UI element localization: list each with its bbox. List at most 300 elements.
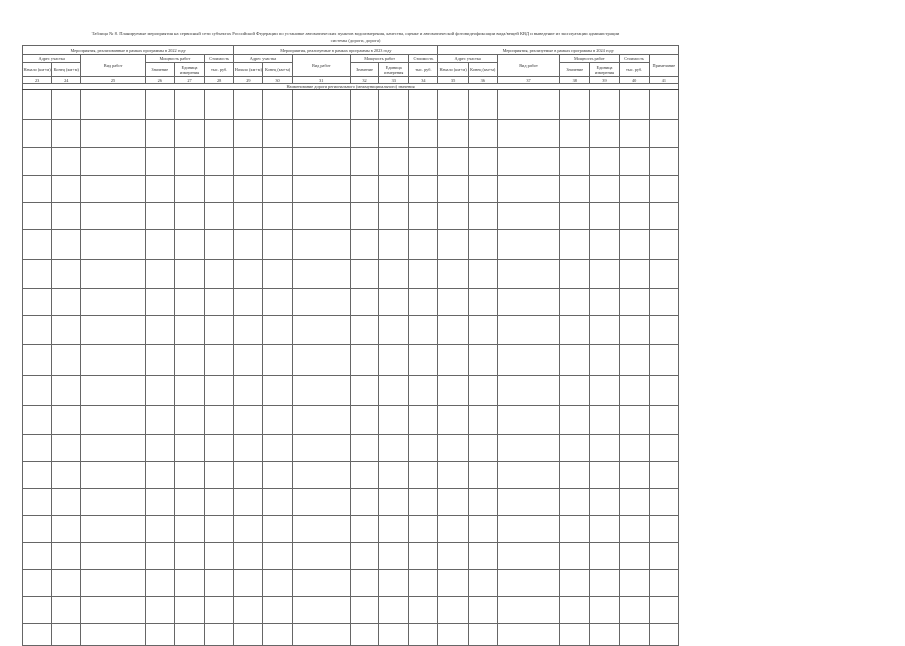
table-cell — [145, 489, 174, 516]
table-cell — [205, 489, 234, 516]
table-cell — [649, 203, 678, 230]
start-2024: Начало (км+м) — [438, 63, 468, 77]
table-cell — [174, 289, 204, 316]
cost-2023: Стоимость — [409, 55, 438, 63]
table-cell — [174, 120, 204, 148]
table-row — [23, 203, 679, 230]
end-2024: Конец (км+м) — [468, 63, 497, 77]
table-cell — [438, 176, 468, 203]
table-cell — [649, 316, 678, 345]
table-cell — [590, 516, 619, 543]
table-cell — [379, 570, 409, 597]
table-cell — [205, 260, 234, 289]
table-cell — [292, 462, 350, 489]
table-cell — [23, 406, 52, 435]
table-cell — [292, 597, 350, 624]
unit-2024: Единица измерения — [590, 63, 619, 77]
table-cell — [409, 597, 438, 624]
table-cell — [468, 570, 497, 597]
table-cell — [81, 316, 145, 345]
table-cell — [292, 260, 350, 289]
table-cell — [81, 260, 145, 289]
table-cell — [81, 203, 145, 230]
table-cell — [263, 462, 292, 489]
col-number: 40 — [619, 77, 649, 84]
table-cell — [590, 203, 619, 230]
table-cell — [205, 316, 234, 345]
table-cell — [379, 462, 409, 489]
col-number: 27 — [174, 77, 204, 84]
table-cell — [468, 120, 497, 148]
table-cell — [497, 289, 559, 316]
table-cell — [619, 260, 649, 289]
table-cell — [145, 260, 174, 289]
table-cell — [263, 289, 292, 316]
table-cell — [649, 462, 678, 489]
table-cell — [649, 489, 678, 516]
table-cell — [590, 120, 619, 148]
table-cell — [590, 489, 619, 516]
table-cell — [379, 316, 409, 345]
table-cell — [81, 230, 145, 260]
table-cell — [234, 316, 263, 345]
table-cell — [409, 543, 438, 570]
table-cell — [497, 120, 559, 148]
table-cell — [145, 148, 174, 176]
table-cell — [292, 148, 350, 176]
table-cell — [649, 230, 678, 260]
table-cell — [379, 376, 409, 406]
col-number: 25 — [81, 77, 145, 84]
table-cell — [145, 516, 174, 543]
table-cell — [438, 316, 468, 345]
table-cell — [23, 203, 52, 230]
table-cell — [174, 435, 204, 462]
table-cell — [590, 406, 619, 435]
table-cell — [560, 90, 590, 120]
table-cell — [497, 570, 559, 597]
table-cell — [292, 570, 350, 597]
table-cell — [497, 462, 559, 489]
col-number: 30 — [263, 77, 292, 84]
table-cell — [81, 624, 145, 646]
table-cell — [409, 148, 438, 176]
table-cell — [619, 624, 649, 646]
table-cell — [497, 376, 559, 406]
table-cell — [52, 148, 81, 176]
table-cell — [145, 345, 174, 376]
table-cell — [438, 260, 468, 289]
table-cell — [619, 148, 649, 176]
table-cell — [619, 316, 649, 345]
table-cell — [205, 597, 234, 624]
table-cell — [205, 406, 234, 435]
table-cell — [560, 570, 590, 597]
table-cell — [52, 176, 81, 203]
table-cell — [350, 120, 378, 148]
table-cell — [205, 516, 234, 543]
table-cell — [619, 90, 649, 120]
table-row — [23, 316, 679, 345]
table-cell — [350, 435, 378, 462]
col-number: 23 — [23, 77, 52, 84]
table-cell — [81, 462, 145, 489]
table-cell — [409, 90, 438, 120]
table-cell — [23, 435, 52, 462]
table-cell — [468, 462, 497, 489]
table-cell — [619, 203, 649, 230]
table-cell — [409, 516, 438, 543]
planned-measures-table — [22, 45, 679, 646]
table-cell — [81, 120, 145, 148]
group-2022: Мероприятия, реализованные в рамках программы в 2022 году — [23, 46, 234, 55]
table-cell — [174, 570, 204, 597]
table-cell — [560, 376, 590, 406]
col-number: 35 — [438, 77, 468, 84]
table-cell — [468, 289, 497, 316]
table-cell — [52, 203, 81, 230]
table-cell — [234, 376, 263, 406]
table-cell — [560, 176, 590, 203]
table-cell — [619, 376, 649, 406]
table-cell — [263, 516, 292, 543]
col-number: 38 — [560, 77, 590, 84]
table-cell — [81, 406, 145, 435]
table-cell — [81, 376, 145, 406]
table-cell — [81, 148, 145, 176]
table-cell — [263, 90, 292, 120]
table-cell — [292, 203, 350, 230]
table-cell — [292, 489, 350, 516]
table-cell — [409, 203, 438, 230]
work-type-2024: Вид работ — [497, 55, 559, 77]
caption-line-2: системы (дороги, дорога) — [330, 38, 381, 43]
table-cell — [560, 289, 590, 316]
rub-2023: тыс. руб. — [409, 63, 438, 77]
table-cell — [468, 516, 497, 543]
table-cell — [292, 543, 350, 570]
table-cell — [205, 624, 234, 646]
table-cell — [23, 597, 52, 624]
table-cell — [497, 489, 559, 516]
table-cell — [145, 406, 174, 435]
table-cell — [497, 345, 559, 376]
table-cell — [590, 316, 619, 345]
table-cell — [52, 624, 81, 646]
work-type-2023: Вид работ — [292, 55, 350, 77]
table-row — [23, 120, 679, 148]
table-cell — [497, 316, 559, 345]
table-cell — [497, 516, 559, 543]
note-column: Примечание — [649, 55, 678, 77]
table-cell — [234, 570, 263, 597]
table-cell — [560, 597, 590, 624]
table-cell — [174, 462, 204, 489]
table-cell — [145, 570, 174, 597]
table-row — [23, 148, 679, 176]
table-cell — [590, 543, 619, 570]
table-cell — [145, 90, 174, 120]
end-2022: Конец (км+м) — [52, 63, 81, 77]
table-cell — [409, 624, 438, 646]
table-cell — [81, 597, 145, 624]
table-cell — [23, 260, 52, 289]
table-cell — [174, 376, 204, 406]
table-cell — [560, 345, 590, 376]
table-cell — [234, 489, 263, 516]
table-cell — [350, 489, 378, 516]
table-cell — [409, 406, 438, 435]
table-cell — [174, 176, 204, 203]
table-cell — [560, 120, 590, 148]
section-title: Наименование дороги регионального (межмуниципального) значения — [23, 84, 679, 90]
col-number: 33 — [379, 77, 409, 84]
table-cell — [497, 597, 559, 624]
table-cell — [350, 316, 378, 345]
table-cell — [649, 543, 678, 570]
table-cell — [145, 203, 174, 230]
table-cell — [649, 597, 678, 624]
table-cell — [409, 260, 438, 289]
table-cell — [350, 345, 378, 376]
table-cell — [560, 230, 590, 260]
table-cell — [379, 148, 409, 176]
table-cell — [379, 597, 409, 624]
table-cell — [174, 543, 204, 570]
table-cell — [81, 489, 145, 516]
table-cell — [205, 148, 234, 176]
table-cell — [438, 516, 468, 543]
table-cell — [438, 543, 468, 570]
table-cell — [590, 90, 619, 120]
caption-line-1: Таблица № 8. Планируемые мероприятия на сервисный сети субъектах Российской Федерации по установке автоматических пунктов водоизмерения, качества, оценке и автоматической фотовидеофиксации вида/вещей КВД и выведение из эксплуатации администрации — [91, 31, 620, 36]
table-cell — [649, 176, 678, 203]
table-cell — [619, 176, 649, 203]
table-cell — [379, 230, 409, 260]
table-cell — [81, 516, 145, 543]
table-cell — [52, 120, 81, 148]
table-cell — [649, 570, 678, 597]
table-cell — [234, 230, 263, 260]
table-cell — [409, 570, 438, 597]
table-body — [23, 90, 679, 646]
table-cell — [234, 516, 263, 543]
table-cell — [52, 435, 81, 462]
table-cell — [52, 489, 81, 516]
table-cell — [174, 316, 204, 345]
table-cell — [234, 624, 263, 646]
table-cell — [52, 516, 81, 543]
table-cell — [234, 148, 263, 176]
table-cell — [23, 230, 52, 260]
table-cell — [263, 543, 292, 570]
col-number: 34 — [409, 77, 438, 84]
table-cell — [145, 289, 174, 316]
value-2022: Значение — [145, 63, 174, 77]
table-cell — [409, 345, 438, 376]
table-row — [23, 570, 679, 597]
table-cell — [52, 570, 81, 597]
table-cell — [497, 230, 559, 260]
table-row — [23, 597, 679, 624]
table-cell — [350, 462, 378, 489]
table-cell — [205, 376, 234, 406]
table-cell — [23, 90, 52, 120]
table-cell — [560, 462, 590, 489]
table-cell — [263, 597, 292, 624]
col-number: 29 — [234, 77, 263, 84]
capacity-2022: Мощность работ — [145, 55, 204, 63]
value-2023: Значение — [350, 63, 378, 77]
table-cell — [23, 289, 52, 316]
table-cell — [409, 435, 438, 462]
table-cell — [468, 203, 497, 230]
table-cell — [23, 462, 52, 489]
table-cell — [468, 435, 497, 462]
table-cell — [52, 406, 81, 435]
table-cell — [263, 345, 292, 376]
table-cell — [560, 260, 590, 289]
table-cell — [468, 316, 497, 345]
table-cell — [350, 543, 378, 570]
table-cell — [350, 230, 378, 260]
table-cell — [23, 624, 52, 646]
table-cell — [234, 260, 263, 289]
table-cell — [292, 345, 350, 376]
table-cell — [52, 230, 81, 260]
table-cell — [350, 406, 378, 435]
table-cell — [560, 543, 590, 570]
table-cell — [350, 176, 378, 203]
table-cell — [350, 148, 378, 176]
table-cell — [590, 289, 619, 316]
table-cell — [468, 176, 497, 203]
table-cell — [649, 406, 678, 435]
table-cell — [468, 230, 497, 260]
table-cell — [234, 176, 263, 203]
table-cell — [205, 203, 234, 230]
table-cell — [174, 260, 204, 289]
table-cell — [497, 203, 559, 230]
table-cell — [292, 230, 350, 260]
start-2023: Начало (км+м) — [234, 63, 263, 77]
table-cell — [263, 120, 292, 148]
table-cell — [619, 462, 649, 489]
table-cell — [205, 120, 234, 148]
table-cell — [23, 543, 52, 570]
unit-2022: Единица измерения — [174, 63, 204, 77]
table-cell — [145, 176, 174, 203]
col-number: 37 — [497, 77, 559, 84]
table-row — [23, 624, 679, 646]
table-cell — [379, 406, 409, 435]
table-cell — [23, 148, 52, 176]
table-cell — [438, 376, 468, 406]
table-cell — [438, 120, 468, 148]
table-cell — [379, 176, 409, 203]
table-row — [23, 435, 679, 462]
work-type-2022: Вид работ — [81, 55, 145, 77]
table-cell — [468, 260, 497, 289]
table-cell — [409, 230, 438, 260]
table-cell — [292, 406, 350, 435]
table-cell — [234, 462, 263, 489]
table-cell — [590, 597, 619, 624]
col-number: 41 — [649, 77, 678, 84]
cost-2022: Стоимость — [205, 55, 234, 63]
group-2024: Мероприятия, реализуемые в рамках программы в 2024 году — [438, 46, 679, 55]
table-cell — [619, 289, 649, 316]
capacity-2024: Мощность работ — [560, 55, 619, 63]
table-cell — [468, 624, 497, 646]
table-cell — [438, 230, 468, 260]
table-cell — [497, 543, 559, 570]
table-cell — [23, 516, 52, 543]
table-cell — [409, 462, 438, 489]
table-cell — [590, 462, 619, 489]
table-cell — [52, 345, 81, 376]
table-cell — [234, 90, 263, 120]
table-cell — [468, 597, 497, 624]
table-cell — [174, 489, 204, 516]
table-cell — [560, 624, 590, 646]
cost-2024: Стоимость — [619, 55, 649, 63]
table-cell — [649, 376, 678, 406]
table-cell — [468, 345, 497, 376]
table-cell — [497, 435, 559, 462]
table-cell — [468, 543, 497, 570]
table-cell — [350, 289, 378, 316]
address-2024: Адрес участка — [438, 55, 497, 63]
table-cell — [234, 435, 263, 462]
table-cell — [649, 148, 678, 176]
table-cell — [52, 316, 81, 345]
table-row — [23, 406, 679, 435]
table-cell — [205, 345, 234, 376]
table-cell — [23, 345, 52, 376]
table-row — [23, 462, 679, 489]
table-cell — [174, 516, 204, 543]
table-cell — [234, 203, 263, 230]
table-row — [23, 230, 679, 260]
table-cell — [205, 570, 234, 597]
table-cell — [145, 230, 174, 260]
table-cell — [497, 406, 559, 435]
table-cell — [649, 624, 678, 646]
table-cell — [409, 489, 438, 516]
group-2023: Мероприятия, реализуемые в рамках программы в 2023 году — [234, 46, 438, 55]
table-cell — [649, 345, 678, 376]
table-cell — [619, 516, 649, 543]
table-cell — [497, 624, 559, 646]
table-cell — [174, 90, 204, 120]
table-cell — [292, 435, 350, 462]
col-number: 36 — [468, 77, 497, 84]
table-cell — [52, 260, 81, 289]
table-cell — [234, 406, 263, 435]
table-cell — [52, 543, 81, 570]
table-cell — [263, 406, 292, 435]
table-cell — [409, 176, 438, 203]
rub-2024: тыс. руб. — [619, 63, 649, 77]
table-row — [23, 489, 679, 516]
table-cell — [649, 90, 678, 120]
table-cell — [409, 120, 438, 148]
table-cell — [619, 489, 649, 516]
address-2022: Адрес участка — [23, 55, 81, 63]
table-cell — [590, 570, 619, 597]
table-cell — [438, 489, 468, 516]
